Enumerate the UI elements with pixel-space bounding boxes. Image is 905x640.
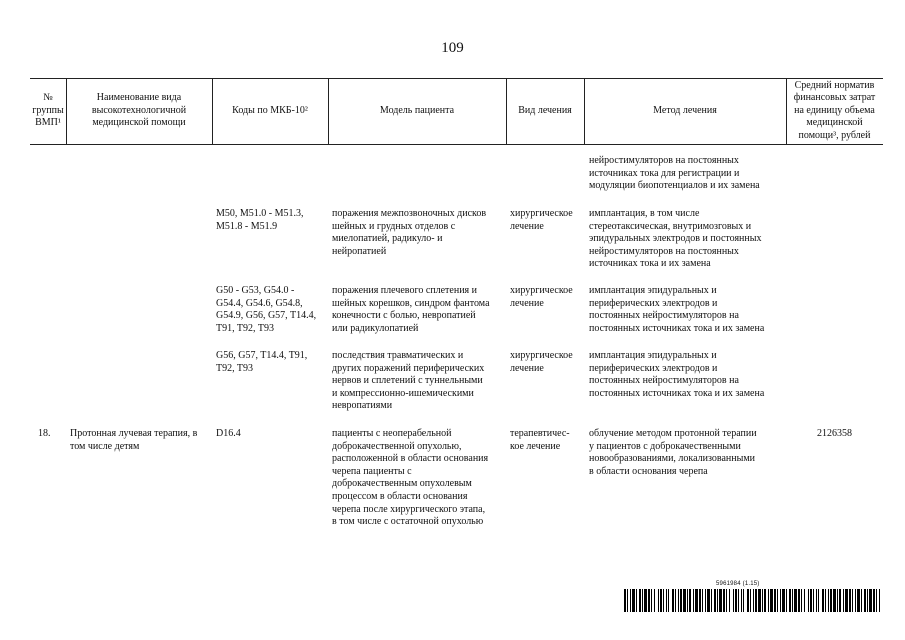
row-codes: G56, G57, T14.4, T91, T92, T93 (216, 350, 308, 374)
row-treatment-method: имплантация эпидуральных и периферических электродов и постоянных нейростимуляторов на постоянных источниках тока и их замена (589, 285, 765, 334)
header-treatment-method: Метод лечения (653, 104, 717, 116)
row-treatment-type: хирургическое лечение (510, 350, 573, 374)
row-patient-model: поражения плечевого сплетения и шейных корешков, синдром фантома конечности с болью, невропатией или радикулопатией (332, 285, 490, 334)
header-treatment-type: Вид лечения (518, 104, 572, 116)
row-treatment-type: хирургическое лечение (510, 285, 573, 309)
row-codes: M50, M51.0 - M51.3, M51.8 - M51.9 (216, 208, 304, 232)
barcode-graphic (624, 589, 883, 612)
row-patient-model: поражения межпозвоночных дисков шейных и грудных отделов с миелопатией, радикуло- и нейропатией (332, 208, 487, 257)
row-treatment-type: хирургическое лечение (510, 208, 573, 232)
header-bottom-rule (30, 144, 883, 145)
row-treatment-method: имплантация, в том числе стереотаксическая, внутримозговых и эпидуральных электродов и постоянных нейростимуляторов на постоянных источниках тока и их замена (589, 208, 762, 270)
row-treatment-method: имплантация эпидуральных и периферических электродов и постоянных нейростимуляторов на постоянных источниках тока и их замена (589, 350, 765, 399)
header-icd-codes: Коды по МКБ-10² (232, 104, 308, 116)
row18-treatment-type: терапевтичес- кое лечение (510, 428, 570, 452)
row18-number: 18. (38, 428, 51, 439)
row18-care-name: Протонная лучевая терапия, в том числе детям (70, 428, 198, 452)
header-group-number: № группы ВМП¹ (32, 92, 64, 129)
continuation-method: нейростимуляторов на постоянных источниках тока для регистрации и модуляции биопотенциалов и их замена (589, 155, 760, 192)
page-number: 109 (441, 40, 464, 56)
row18-average-cost: 2126358 (817, 428, 852, 439)
barcode (624, 589, 883, 612)
row18-codes: D16.4 (216, 428, 241, 439)
row18-patient-model: пациенты с неоперабельной доброкачественной опухолью, расположенной в области основания черепа пациенты с доброкачественным опухолевым процессом в области основания черепа после хирургического этапа, в том числе с остаточной опухолью (332, 428, 489, 528)
row-patient-model: последствия травматических и других поражений периферических нервов и сплетений с туннельными и компрессионно-ишемическими невропатиями (332, 350, 485, 412)
row-codes: G50 - G53, G54.0 - G54.4, G54.6, G54.8, G54.9, G56, G57, T14.4, T91, T92, T93 (216, 285, 317, 334)
header-patient-model: Модель пациента (379, 104, 455, 116)
header-care-type: Наименование вида высокотехнологичной медицинской помощи (91, 92, 187, 129)
header-average-cost: Средний норматив финансовых затрат на единицу объема медицинской помощи³, рублей (793, 79, 876, 141)
barcode-label: 5961984 (1.15) (716, 581, 760, 587)
row18-treatment-method: облучение методом протонной терапии у пациентов с доброкачественными новообразованиями, локализованными в области основания черепа (589, 428, 757, 477)
